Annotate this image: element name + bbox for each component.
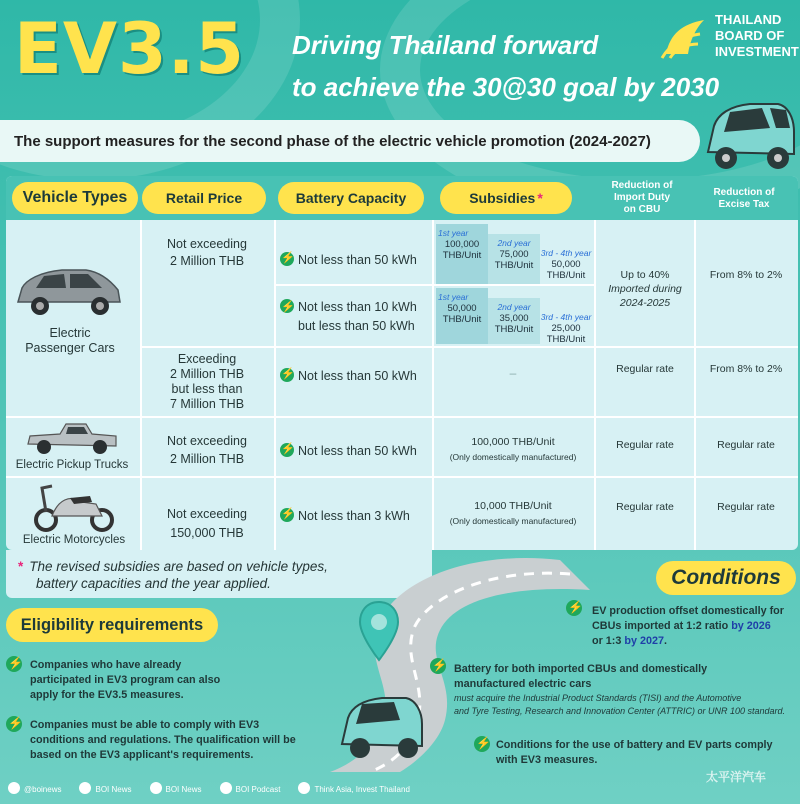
condition-3	[496, 738, 773, 768]
amount: 50,000	[447, 303, 477, 314]
header-line: Reduction of	[713, 187, 775, 198]
bolt-icon	[280, 368, 294, 382]
condition-highlight: by 2026	[731, 620, 771, 632]
label-line: Electric	[49, 326, 91, 340]
brand-line: THAILAND	[715, 12, 782, 27]
grid-line	[6, 416, 798, 418]
unit: THB/Unit	[442, 250, 482, 261]
location-pin-icon	[358, 600, 400, 664]
globe-icon	[298, 782, 310, 794]
page-title: EV3.5	[14, 8, 245, 90]
podcast-icon	[220, 782, 232, 794]
pickup-label: Electric Pickup Trucks	[15, 459, 129, 471]
subsidy-note: (Only domestically manufactured)	[449, 452, 577, 462]
battery-text: Not less than 10 kWh	[298, 300, 417, 314]
eligibility-title: Eligibility requirements	[6, 608, 218, 642]
header-line: Import Duty	[613, 192, 671, 203]
passenger-subsidy-c: –	[509, 366, 517, 380]
moto-subsidy	[434, 498, 592, 528]
condition-1	[592, 604, 784, 649]
unit: THB/Unit	[494, 260, 534, 271]
year-label: 2nd year	[497, 238, 531, 248]
eligibility-1	[30, 658, 220, 703]
header-import-duty	[598, 180, 686, 216]
eligibility-line: apply for the EV3.5 measures.	[30, 689, 184, 701]
bolt-icon	[430, 658, 446, 674]
bolt-icon	[6, 656, 22, 672]
condition-line: .	[664, 635, 668, 647]
passenger-excise-2: From 8% to 2%	[709, 363, 783, 375]
unit: THB/Unit	[546, 270, 586, 281]
footer-link-facebook[interactable]	[79, 782, 131, 794]
grid-line	[142, 346, 798, 348]
price-line: 7 Million THB	[169, 397, 245, 411]
passenger-price-1	[142, 236, 272, 270]
amount: 25,000	[551, 323, 581, 334]
youtube-icon	[150, 782, 162, 794]
price-line: 2 Million THB	[169, 254, 245, 268]
condition-line: and Tyre Testing, Research and Innovation Center (ATTRIC) or UNR 100 standard.	[454, 706, 785, 716]
footnote-line: The revised subsidies are based on vehicle types,	[29, 559, 328, 574]
motorcycle-icon	[30, 480, 120, 532]
subsidy-b-year2	[490, 302, 538, 335]
battery-text: Not less than 3 kWh	[298, 509, 410, 523]
unit: THB/Unit	[494, 324, 534, 335]
header-vehicle-types: Vehicle Types	[12, 182, 138, 214]
bolt-icon	[280, 252, 294, 266]
condition-2	[454, 662, 785, 718]
eligibility-line: conditions and regulations. The qualification will be	[30, 734, 296, 746]
pickup-excise: Regular rate	[717, 439, 775, 451]
footer-text: BOI News	[165, 785, 202, 794]
bolt-icon	[474, 736, 490, 752]
grid-line	[274, 220, 276, 550]
price-line: Not exceeding	[167, 507, 247, 521]
label-line: Passenger Cars	[25, 341, 115, 355]
header-battery-capacity: Battery Capacity	[278, 182, 424, 214]
passenger-import-duty	[596, 268, 694, 310]
tagline-line-1: Driving Thailand forward	[292, 30, 599, 60]
tagline-line-2: to achieve the 30@30 goal by 2030	[292, 72, 720, 102]
subsidy-b-year3	[540, 312, 592, 345]
amount: 35,000	[499, 313, 529, 324]
price-line: 150,000 THB	[170, 526, 244, 540]
subsidy-b-year1	[438, 292, 486, 325]
grid-line	[276, 284, 594, 286]
eligibility-line: participated in EV3 program can also	[30, 674, 221, 686]
duty-line: Imported during	[608, 283, 682, 295]
passenger-excise-1: From 8% to 2%	[709, 269, 783, 281]
footer-text: @boinews	[24, 785, 62, 794]
condition-line: CBUs imported at 1:2 ratio	[592, 620, 732, 632]
boi-brand	[715, 12, 799, 60]
facebook-icon	[79, 782, 91, 794]
pickup-price	[142, 432, 272, 468]
passenger-car-icon	[14, 264, 124, 318]
eligibility-line: based on the EV3 applicant's requirements.	[30, 749, 254, 761]
condition-line: manufactured electric cars	[454, 678, 592, 690]
bolt-icon	[566, 600, 582, 616]
header-excise-tax	[700, 187, 788, 211]
passenger-battery-1	[280, 252, 430, 268]
subsidy-a-year1	[438, 228, 486, 261]
unit: THB/Unit	[546, 334, 586, 345]
footer-link-youtube[interactable]	[150, 782, 202, 794]
year-label: 1st year	[438, 292, 469, 302]
grid-line	[6, 476, 798, 478]
header-line: on CBU	[623, 204, 661, 215]
header-line: Excise Tax	[718, 199, 770, 210]
bolt-icon	[280, 299, 294, 313]
price-line: Not exceeding	[167, 434, 247, 448]
footer-link-boinews[interactable]	[8, 782, 61, 794]
footer	[0, 772, 800, 804]
asterisk-mark: *	[537, 190, 543, 206]
footnote-line: battery capacities and the year applied.	[36, 576, 271, 591]
amount: 100,000	[444, 239, 480, 250]
footer-link-podcast[interactable]	[220, 782, 281, 794]
bolt-icon	[6, 716, 22, 732]
footer-text: BOI Podcast	[235, 785, 281, 794]
motorcycles-label: Electric Motorcycles	[22, 534, 126, 546]
condition-highlight: by 2027	[624, 635, 665, 647]
header-subsidies-label: Subsidies	[469, 190, 536, 206]
condition-line: or 1:3	[592, 635, 625, 647]
condition-line: must acquire the Industrial Product Standards (TISI) and the Automotive	[454, 693, 742, 703]
passenger-battery-2	[280, 298, 430, 336]
footer-text: BOI News	[95, 785, 132, 794]
moto-import-duty: Regular rate	[616, 501, 674, 513]
price-line: 2 Million THB	[169, 367, 245, 381]
pickup-import-duty: Regular rate	[616, 439, 674, 451]
boi-logo-icon	[660, 14, 710, 60]
subsidy-a-year2	[490, 238, 538, 271]
battery-text: Not less than 50 kWh	[298, 369, 417, 383]
passenger-price-2	[142, 352, 272, 412]
header-retail-price: Retail Price	[142, 182, 266, 214]
price-line: but less than	[171, 382, 243, 396]
battery-text: but less than 50 kWh	[298, 319, 415, 333]
brand-line: BOARD OF	[715, 28, 785, 43]
header-subsidies	[440, 182, 572, 214]
battery-text: Not less than 50 kWh	[298, 253, 417, 267]
tagline	[292, 24, 719, 108]
subsidy-amount: 10,000 THB/Unit	[474, 500, 552, 512]
amount: 75,000	[499, 249, 529, 260]
duty-line: 2024-2025	[619, 297, 671, 309]
passenger-cars-label	[10, 326, 130, 356]
year-label: 2nd year	[497, 302, 531, 312]
header-line: Reduction of	[611, 180, 673, 191]
condition-line: EV production offset domestically for	[592, 605, 784, 617]
small-car-icon	[336, 688, 426, 766]
moto-excise: Regular rate	[717, 501, 775, 513]
eligibility-line: Companies who have already	[30, 659, 182, 671]
condition-line: Battery for both imported CBUs and domestically	[454, 663, 708, 675]
price-line: 2 Million THB	[169, 452, 245, 466]
condition-line: with EV3 measures.	[496, 754, 598, 766]
passenger-import-duty-2: Regular rate	[616, 363, 674, 375]
subtitle: The support measures for the second phase of the electric vehicle promotion (2024-2027)	[14, 133, 651, 150]
pickup-subsidy	[434, 434, 592, 464]
battery-text: Not less than 50 kWh	[298, 444, 417, 458]
bolt-icon	[280, 508, 294, 522]
bolt-icon	[280, 443, 294, 457]
eligibility-2	[30, 718, 296, 763]
moto-battery	[280, 508, 430, 524]
subsidy-note: (Only domestically manufactured)	[449, 516, 577, 526]
duty-line: Up to 40%	[620, 269, 670, 281]
footer-text: Think Asia, Invest Thailand	[314, 785, 410, 794]
price-line: Exceeding	[177, 352, 237, 366]
year-label: 3rd - 4th year	[540, 248, 592, 258]
car-illustration-icon	[700, 92, 796, 176]
social-icon	[8, 782, 20, 794]
asterisk-mark: *	[18, 559, 24, 574]
pickup-truck-icon	[26, 418, 118, 456]
subsidy-amount: 100,000 THB/Unit	[471, 436, 555, 448]
brand-line: INVESTMENT	[715, 44, 799, 59]
unit: THB/Unit	[442, 314, 482, 325]
watermark: 太平洋汽车	[706, 770, 767, 784]
eligibility-line: Companies must be able to comply with EV3	[30, 719, 260, 731]
amount: 50,000	[551, 259, 581, 270]
subsidy-a-year3	[540, 248, 592, 281]
pickup-battery	[280, 443, 430, 459]
year-label: 3rd - 4th year	[540, 312, 592, 322]
footer-link-website[interactable]	[298, 782, 409, 794]
passenger-battery-3	[280, 368, 430, 384]
conditions-title: Conditions	[656, 561, 796, 595]
moto-price	[142, 505, 272, 543]
price-line: Not exceeding	[167, 237, 247, 251]
condition-line: Conditions for the use of battery and EV parts comply	[496, 739, 773, 751]
year-label: 1st year	[438, 228, 469, 238]
